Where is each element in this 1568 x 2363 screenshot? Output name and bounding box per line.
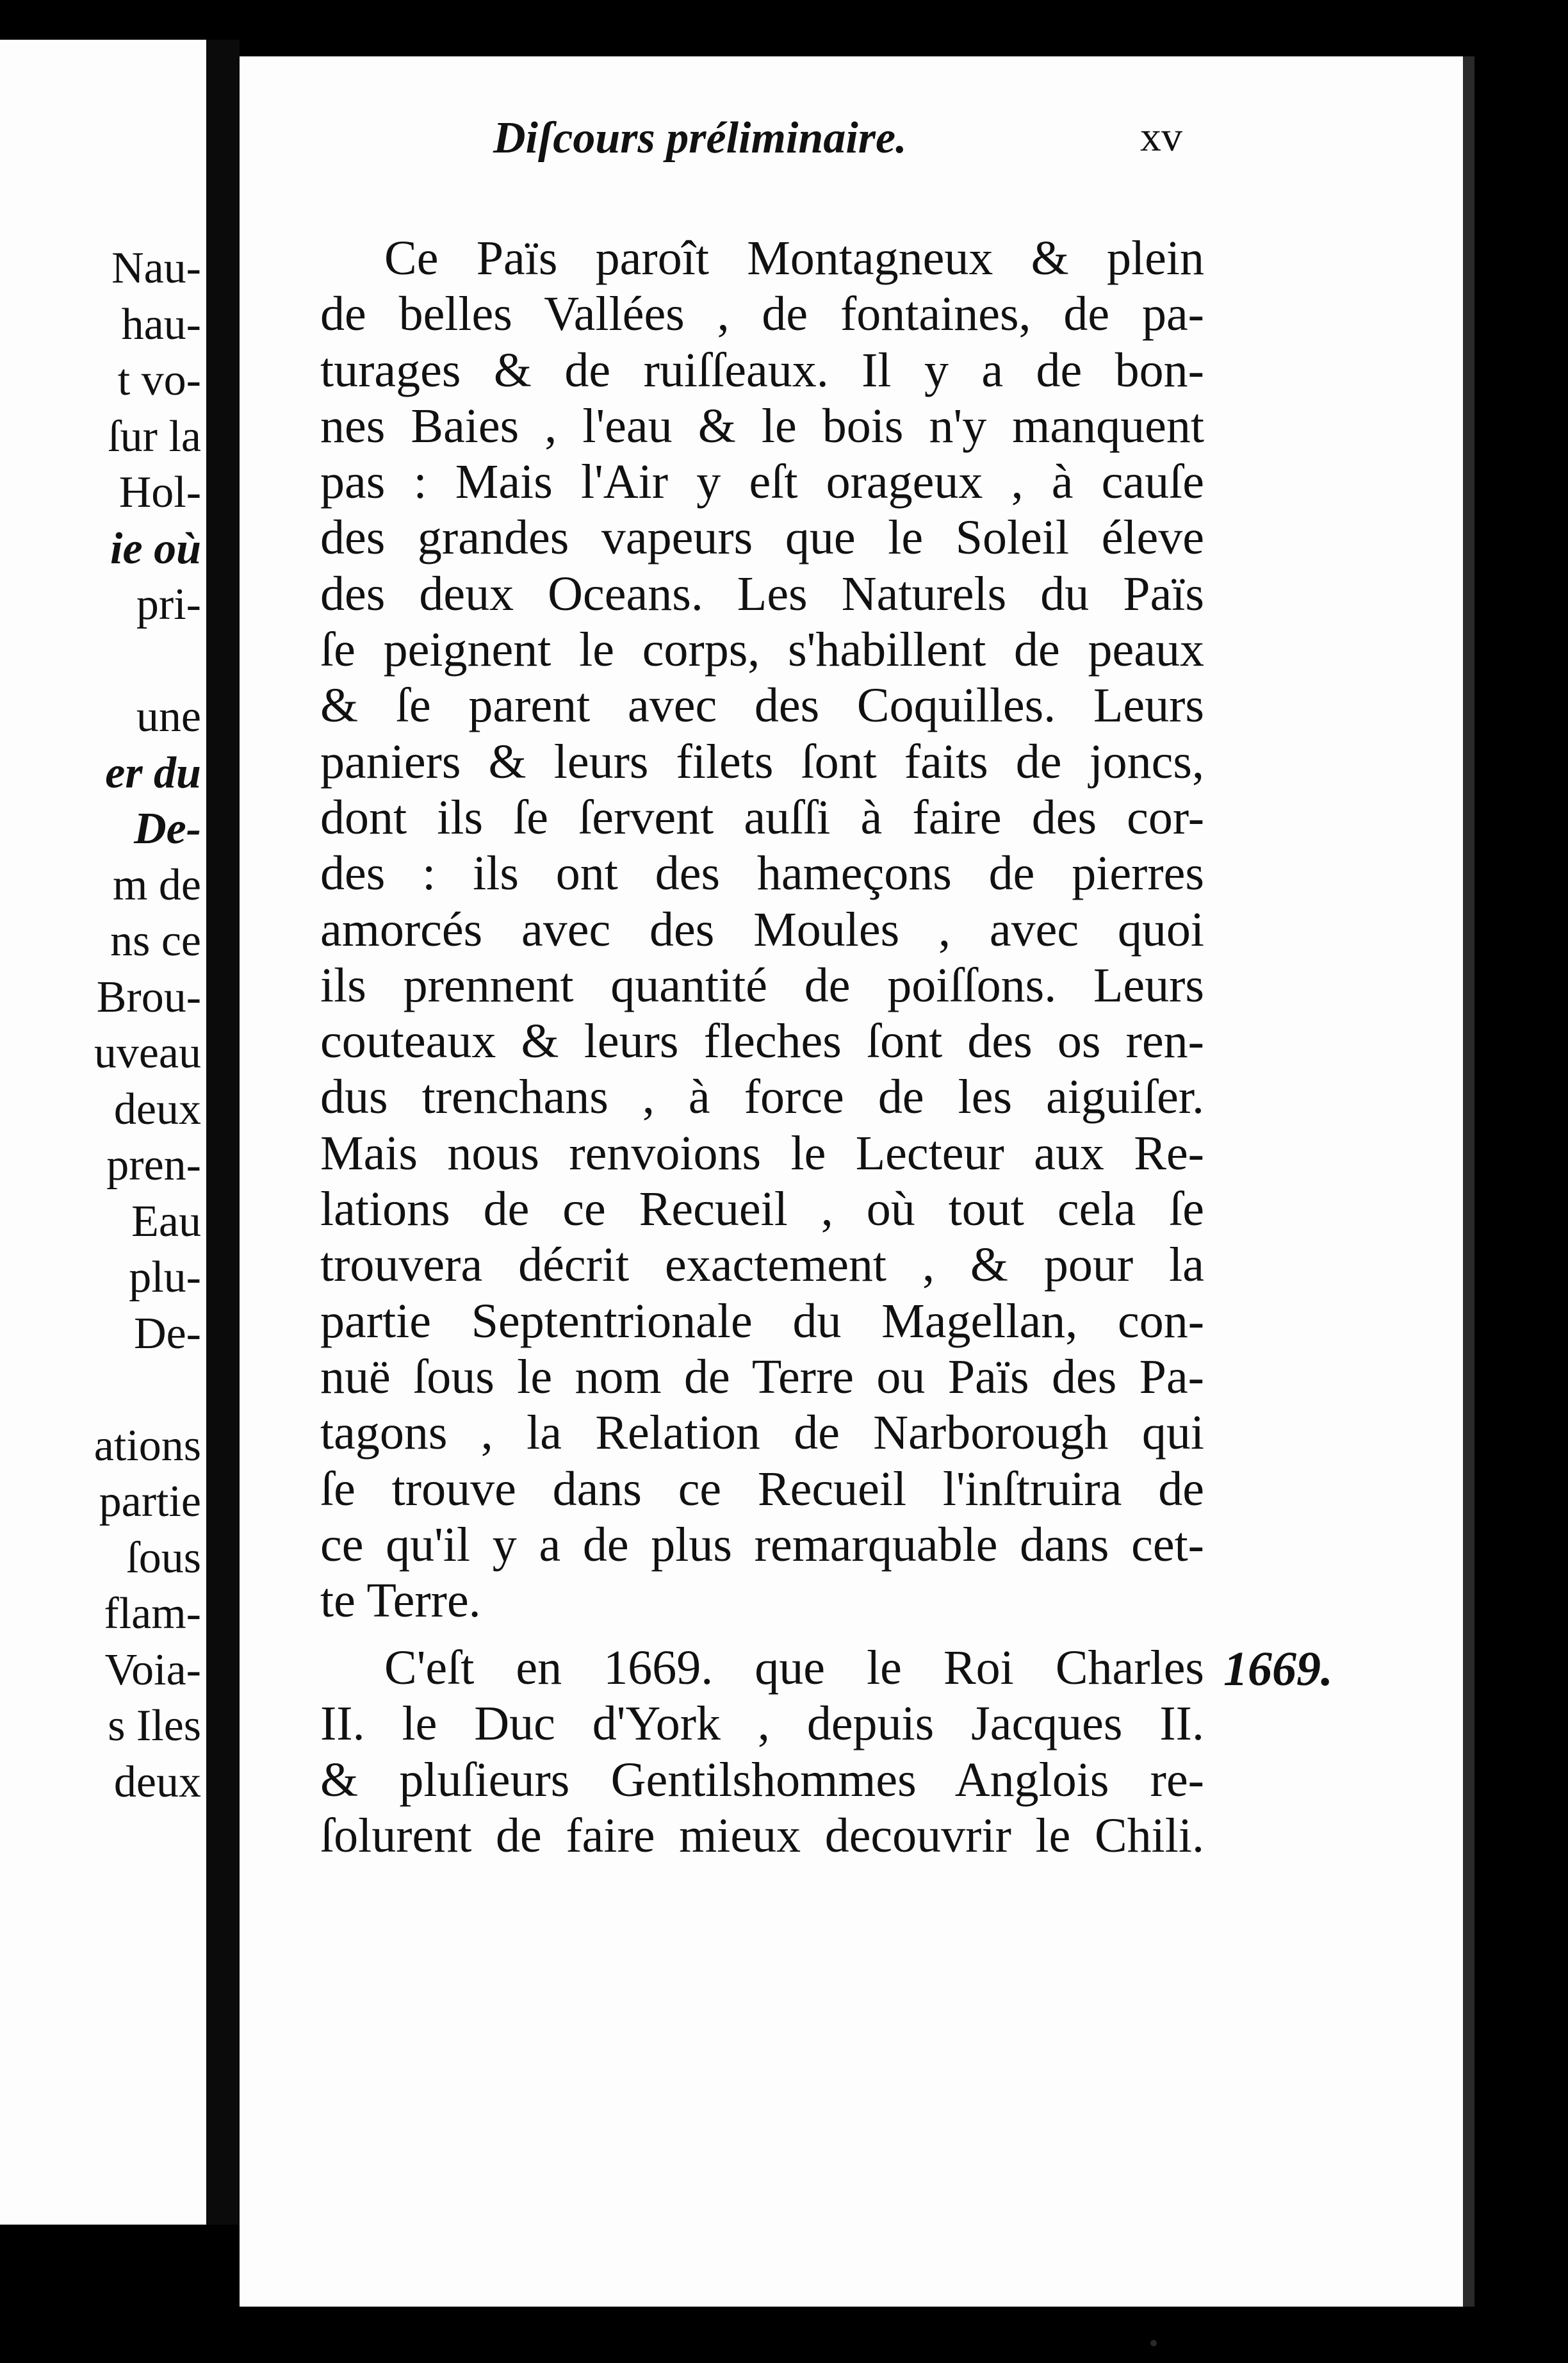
page-number: xv	[1140, 113, 1182, 160]
left-page-line: ns ce	[110, 916, 201, 966]
text-line: ſe trouve dans ce Recueil l'inſtruira de	[320, 1461, 1204, 1516]
text-line: de belles Vallées , de fontaines, de pa-	[320, 287, 1204, 342]
margin-date-note: 1669.	[1223, 1642, 1333, 1696]
left-page-line: t vo-	[117, 356, 201, 405]
left-page-line: m de	[112, 860, 201, 910]
left-page-line: De-	[134, 1308, 201, 1358]
text-line: C'eſt en 1669. que le Roi Charles	[384, 1641, 1204, 1695]
left-page-line: deux	[113, 1757, 201, 1807]
text-line: des : ils ont des hameçons de pierres	[320, 846, 1204, 901]
text-line: dus trenchans , à force de les aiguiſer.	[320, 1070, 1204, 1124]
text-line: nes Baies , l'eau & le bois n'y manquent	[320, 399, 1204, 453]
left-page-line: flam-	[104, 1589, 201, 1638]
text-line: couteaux & leurs fleches ſont des os ren-	[320, 1014, 1204, 1069]
text-line: tagons , la Relation de Narborough qui	[320, 1406, 1204, 1460]
text-line: Ce Païs paroît Montagneux & plein	[384, 231, 1204, 285]
left-page-line: plu-	[129, 1253, 201, 1302]
left-page-line: uveau	[94, 1028, 201, 1078]
left-page-line: pri-	[136, 580, 201, 629]
left-page-line: Hol-	[118, 468, 201, 517]
text-line: pas : Mais l'Air y eſt orageux , à cauſe	[320, 455, 1204, 509]
text-line: partie Septentrionale du Magellan, con-	[320, 1294, 1204, 1348]
text-line: & pluſieurs Gentilshommes Anglois re-	[320, 1752, 1204, 1807]
paragraph-2	[320, 1640, 1204, 1864]
text-line: II. le Duc d'York , depuis Jacques II.	[320, 1697, 1204, 1751]
left-page-line: deux	[113, 1084, 201, 1134]
text-line: paniers & leurs filets ſont faits de joncs,	[320, 734, 1204, 789]
left-page-line: ſous	[126, 1533, 201, 1583]
left-page-line: er du	[105, 748, 201, 798]
left-page-line: ie où	[110, 523, 201, 573]
text-line: dont ils ſe ſervent auſſi à faire des cor-	[320, 790, 1204, 844]
left-page-line: une	[136, 692, 201, 741]
page-edge	[1463, 56, 1474, 2307]
left-page-line: Voia-	[104, 1645, 201, 1695]
text-line: lations de ce Recueil , où tout cela ſe	[320, 1182, 1204, 1237]
left-page-line: ations	[94, 1420, 201, 1470]
left-page-line: hau-	[121, 299, 201, 349]
left-page-line: Brou-	[96, 972, 201, 1022]
left-page-line: Eau	[131, 1196, 201, 1246]
text-line: ſolurent de faire mieux decouvrir le Chili.	[320, 1808, 1204, 1863]
book-gutter	[206, 40, 240, 2225]
text-line: ils prennent quantité de poiſſons. Leurs	[320, 958, 1204, 1012]
text-line: trouvera décrit exactement , & pour la	[320, 1238, 1204, 1292]
ink-speck	[1150, 2340, 1157, 2346]
text-line: nuë ſous le nom de Terre ou Païs des Pa-	[320, 1349, 1204, 1404]
left-page	[0, 40, 206, 2225]
left-page-line: De-	[134, 804, 201, 853]
left-page-line: ſur la	[108, 411, 201, 461]
left-page-line: s Iles	[108, 1701, 201, 1750]
text-line: amorcés avec des Moules , avec quoi	[320, 902, 1204, 957]
left-page-line: partie	[99, 1477, 201, 1526]
left-page-line: Nau-	[111, 243, 201, 293]
paragraph-1	[320, 231, 1204, 1629]
left-page-line: pren-	[106, 1140, 201, 1190]
text-line: ſe peignent le corps, s'habillent de peaux	[320, 623, 1204, 677]
text-line: & ſe parent avec des Coquilles. Leurs	[320, 679, 1204, 733]
text-line: des deux Oceans. Les Naturels du Païs	[320, 566, 1204, 621]
running-header: Diſcours préliminaire.	[493, 113, 907, 163]
text-line: Mais nous renvoions le Lecteur aux Re-	[320, 1126, 1204, 1180]
text-line: turages & de ruiſſeaux. Il y a de bon-	[320, 343, 1204, 397]
text-line: te Terre.	[320, 1574, 481, 1628]
text-line: des grandes vapeurs que le Soleil éleve	[320, 511, 1204, 565]
text-line: ce qu'il y a de plus remarquable dans cet-	[320, 1517, 1204, 1572]
